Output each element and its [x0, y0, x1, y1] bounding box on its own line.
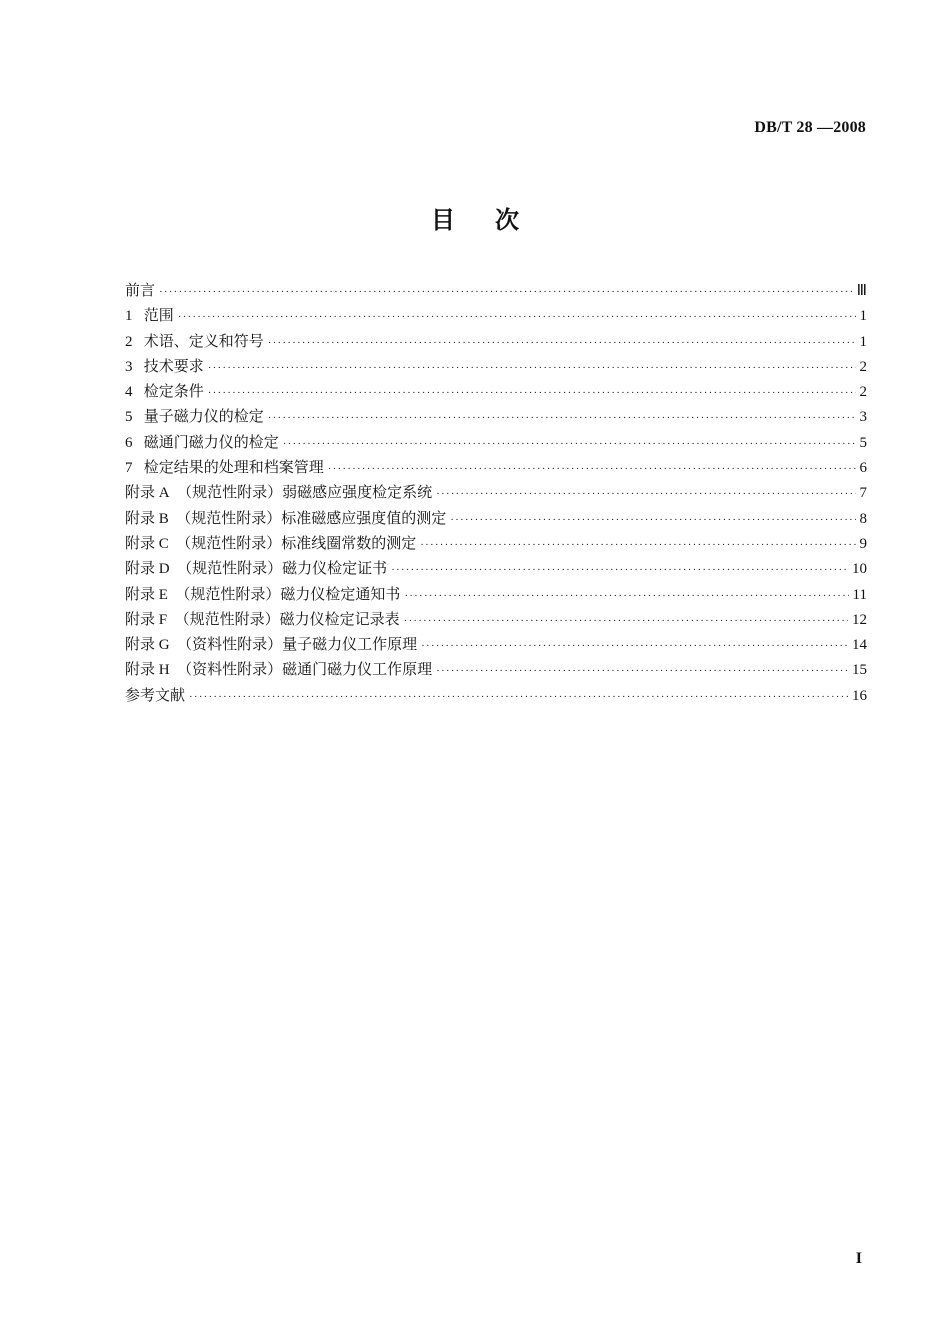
toc-entry-number: 1 — [125, 308, 133, 325]
toc-entry-2[interactable] — [125, 330, 867, 355]
table-of-contents — [125, 279, 867, 709]
toc-entry-number: 2 — [125, 333, 133, 350]
toc-entry-label: 磁通门磁力仪的检定 — [143, 432, 279, 451]
toc-leader-dots — [404, 610, 848, 632]
toc-entry-label: 范围 — [143, 306, 174, 325]
toc-entry-label: 前言 — [125, 281, 156, 299]
toc-leader-dots — [404, 585, 848, 607]
toc-entry-page: 16 — [852, 687, 867, 704]
toc-entry-number: 7 — [125, 460, 133, 477]
toc-entry-1[interactable] — [125, 304, 867, 329]
toc-entry-5[interactable] — [125, 405, 867, 430]
toc-entry-label: 参考文献 — [125, 685, 186, 704]
toc-entry-number: 5 — [125, 409, 133, 426]
toc-entry-label: （规范性附录）标准磁感应强度值的测定 — [176, 508, 447, 527]
toc-entry-page: Ⅲ — [856, 283, 867, 299]
toc-entry-appendix-h[interactable] — [125, 658, 867, 683]
toc-entry-7[interactable] — [125, 456, 867, 481]
toc-entry-label: 检定结果的处理和档案管理 — [143, 458, 324, 477]
toc-entry-number: 3 — [125, 358, 133, 375]
toc-entry-appendix-b[interactable] — [125, 507, 867, 532]
toc-leader-dots — [391, 559, 848, 581]
toc-entry-page: 10 — [852, 561, 867, 578]
toc-entry-appendix-c[interactable] — [125, 532, 867, 557]
toc-entry-page: 3 — [859, 409, 867, 426]
toc-leader-dots — [450, 509, 855, 531]
toc-entry-number: 附录 B — [125, 510, 169, 527]
toc-entry-4[interactable] — [125, 380, 867, 405]
toc-entry-references[interactable] — [125, 684, 867, 709]
toc-entry-page: 6 — [859, 460, 867, 477]
toc-entry-number: 附录 C — [125, 535, 169, 552]
toc-leader-dots — [268, 407, 856, 429]
toc-entry-label: 技术要求 — [143, 356, 204, 375]
toc-entry-number: 附录 G — [125, 637, 170, 654]
toc-entry-page: 9 — [859, 535, 867, 552]
toc-entry-appendix-g[interactable] — [125, 633, 867, 658]
toc-entry-label: （规范性附录）磁力仪检定通知书 — [175, 584, 401, 603]
toc-leader-dots — [420, 534, 855, 556]
toc-entry-6[interactable] — [125, 431, 867, 456]
toc-entry-page: 1 — [859, 333, 867, 350]
toc-entry-label: 量子磁力仪的检定 — [143, 407, 264, 426]
toc-entry-page: 15 — [852, 662, 867, 679]
toc-entry-page: 12 — [852, 611, 867, 628]
page-title: 目次 — [431, 206, 559, 234]
toc-entry-3[interactable] — [125, 355, 867, 380]
toc-entry-appendix-a[interactable] — [125, 481, 867, 506]
toc-entry-page: 5 — [859, 434, 867, 451]
toc-entry-label: （规范性附录）标准线圈常数的测定 — [176, 533, 417, 552]
toc-leader-dots — [268, 332, 856, 354]
toc-leader-dots — [159, 281, 853, 303]
toc-entry-label: （资料性附录）量子磁力仪工作原理 — [177, 635, 418, 654]
toc-leader-dots — [208, 382, 856, 404]
toc-entry-appendix-d[interactable] — [125, 557, 867, 582]
toc-entry-page: 1 — [859, 308, 867, 325]
toc-entry-number: 附录 E — [125, 586, 168, 603]
toc-leader-dots — [328, 458, 856, 480]
toc-leader-dots — [283, 433, 856, 455]
toc-entry-preface[interactable] — [125, 279, 867, 304]
toc-entry-page: 14 — [852, 637, 867, 654]
standard-code: DB/T 28 —2008 — [754, 119, 866, 136]
toc-leader-dots — [208, 357, 856, 379]
toc-entry-appendix-e[interactable] — [125, 583, 867, 608]
toc-entry-page: 8 — [859, 510, 867, 527]
toc-entry-label: 术语、定义和符号 — [143, 331, 264, 350]
toc-entry-page: 7 — [859, 485, 867, 502]
toc-entry-page: 2 — [859, 358, 867, 375]
toc-entry-label: 检定条件 — [143, 382, 204, 401]
toc-leader-dots — [436, 483, 855, 505]
toc-entry-number: 附录 D — [125, 561, 170, 578]
toc-entry-page: 2 — [859, 384, 867, 401]
toc-entry-number: 附录 F — [125, 611, 168, 628]
toc-entry-page: 11 — [852, 586, 867, 603]
toc-leader-dots — [421, 635, 848, 657]
toc-entry-number: 附录 A — [125, 485, 170, 502]
toc-entry-number: 附录 H — [125, 662, 170, 679]
toc-entry-label: （规范性附录）磁力仪检定证书 — [177, 559, 388, 578]
toc-entry-number: 4 — [125, 384, 133, 401]
toc-leader-dots — [436, 660, 848, 682]
toc-entry-label: （规范性附录）磁力仪检定记录表 — [174, 609, 400, 628]
toc-leader-dots — [189, 686, 848, 708]
toc-leader-dots — [178, 306, 856, 328]
toc-entry-label: （资料性附录）磁通门磁力仪工作原理 — [177, 660, 433, 679]
toc-entry-label: （规范性附录）弱磁感应强度检定系统 — [177, 483, 433, 502]
toc-entry-appendix-f[interactable] — [125, 608, 867, 633]
page-number: I — [855, 1250, 862, 1267]
toc-entry-number: 6 — [125, 434, 133, 451]
